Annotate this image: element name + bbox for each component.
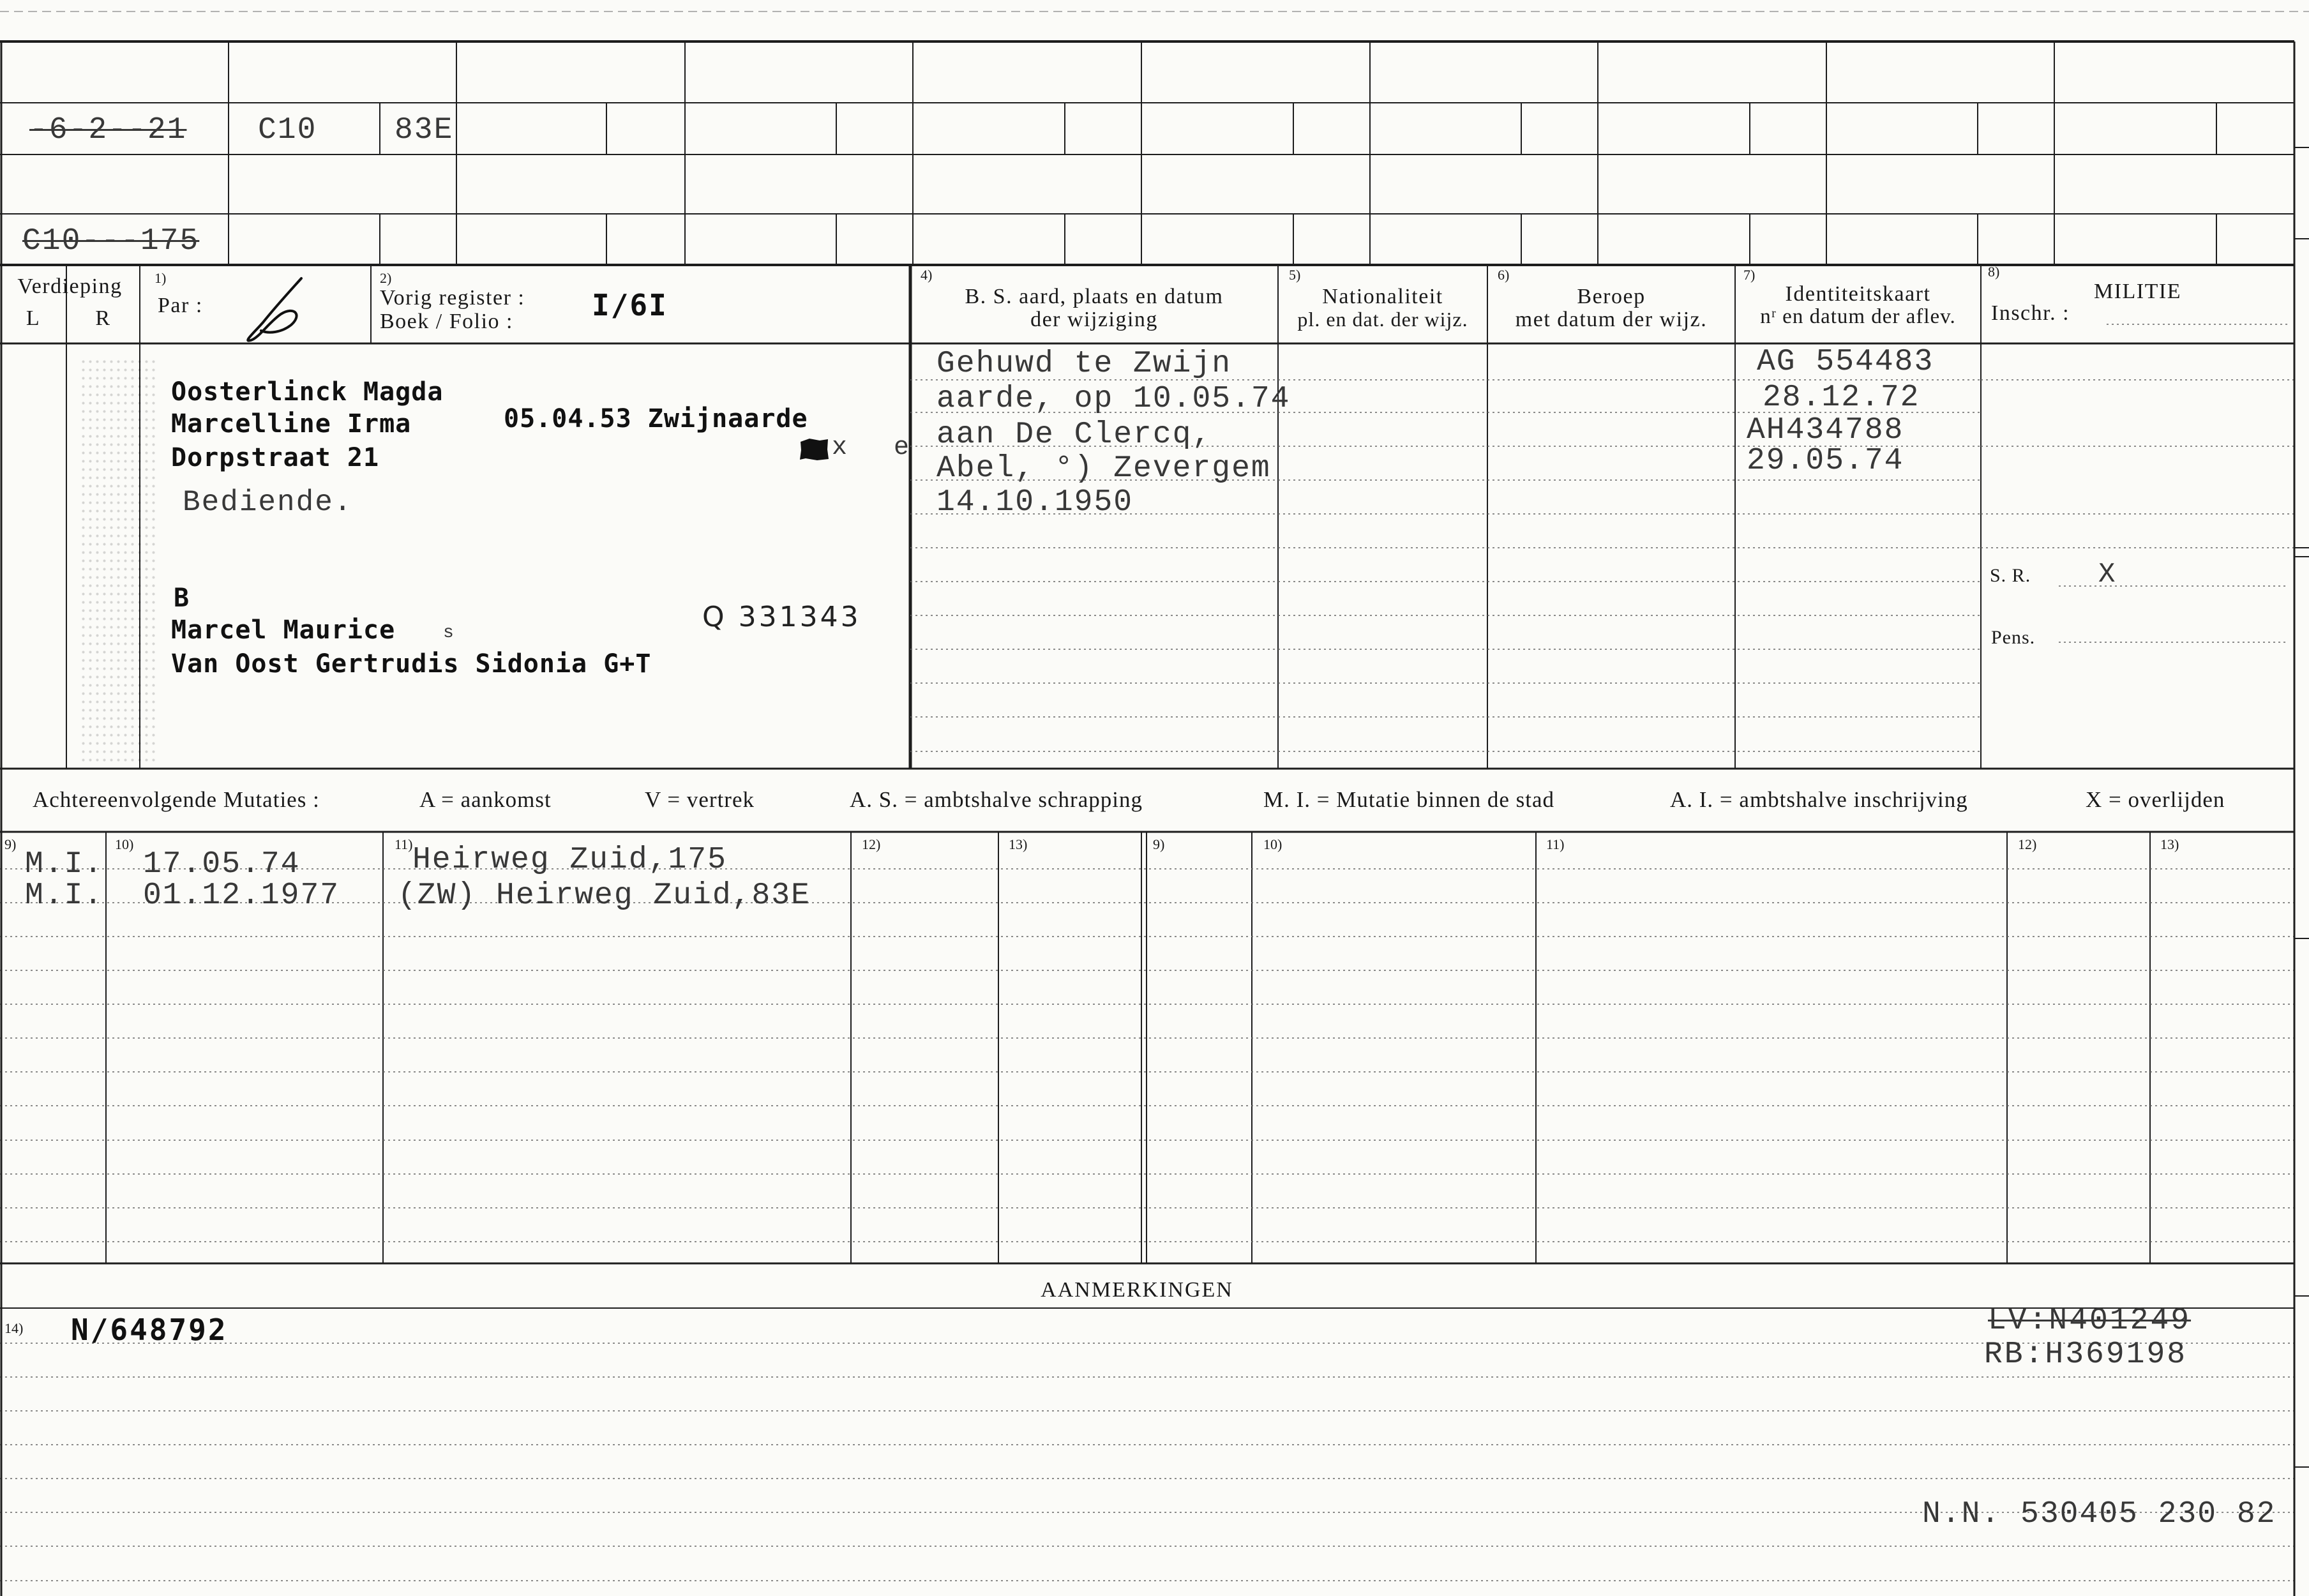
vorig-register-value: I/6I xyxy=(592,288,668,322)
beroep-header-line1: Beroep xyxy=(1577,285,1646,308)
reference-number: Q 331343 xyxy=(702,601,861,633)
stamp-speckle xyxy=(80,358,156,766)
signature-mark xyxy=(248,278,301,341)
beroep-header-line2: met datum der wijz. xyxy=(1515,308,1708,331)
overtype-x: x xyxy=(832,433,849,462)
mutation-date: 01.12.1977 xyxy=(143,878,340,913)
legend-ambtshalve-inschrijving: A. I. = ambtshalve inschrijving xyxy=(1670,787,1968,812)
person-name-line1: Oosterlinck Magda xyxy=(171,377,444,407)
legend-vertrek: V = vertrek xyxy=(645,787,755,812)
new-reference: RB:H369198 xyxy=(1984,1337,2188,1372)
beroep-number: 6) xyxy=(1498,267,1510,283)
identiteitskaart-header-line2: nʳ en datum der aflev. xyxy=(1760,305,1956,328)
boek-folio-label: Boek / Folio : xyxy=(380,310,513,333)
mother-name-correction: s xyxy=(443,623,454,643)
bs-number: 4) xyxy=(921,267,933,283)
identity-card-line-1: AG 554483 xyxy=(1757,345,1934,379)
inschr-label: Inschr. : xyxy=(1991,301,2070,325)
identity-card-line-2: 28.12.72 xyxy=(1763,380,1920,415)
strip-entry-4: C10---175 xyxy=(22,224,200,259)
verdieping-label: Verdieping xyxy=(17,275,123,298)
mutation-col-number: 10) xyxy=(115,836,134,852)
ink-blot xyxy=(800,439,829,460)
mutation-code: M.I. xyxy=(25,878,104,913)
verdieping-right-label: R xyxy=(95,306,111,330)
nationaliteit-number: 5) xyxy=(1289,267,1301,283)
identiteitskaart-header-line1: Identiteitskaart xyxy=(1785,282,1931,306)
aanmerkingen-title: AANMERKINGEN xyxy=(1041,1278,1233,1302)
mutation-col-number: 13) xyxy=(1009,836,1028,852)
person-name-line2: Marcelline Irma xyxy=(171,409,412,439)
mutations-legend-title: Achtereenvolgende Mutaties : xyxy=(33,787,320,812)
civil-status-line-1: Gehuwd te Zwijn xyxy=(936,347,1232,381)
mutation-code: M.I. xyxy=(25,847,104,882)
identity-card-line-3: AH434788 xyxy=(1747,413,1904,448)
militie-title: MILITIE xyxy=(2093,280,2181,303)
vorig-register-label: Vorig register : xyxy=(380,286,525,310)
mutation-date: 17.05.74 xyxy=(143,847,301,882)
aanmerkingen-number: 14) xyxy=(4,1320,24,1336)
verdieping-left-label: L xyxy=(26,306,41,330)
person-address: Dorpstraat 21 xyxy=(171,443,380,472)
parent-marker: B xyxy=(174,583,190,613)
father-name: Marcel Maurice xyxy=(171,615,396,645)
mutation-address: Heirweg Zuid,175 xyxy=(412,843,727,877)
person-profession: Bediende. xyxy=(183,486,353,519)
person-birth: 05.04.53 Zwijnaarde xyxy=(504,404,808,433)
civil-status-line-3: aan De Clercq, xyxy=(936,418,1212,452)
militie-pens-label: Pens. xyxy=(1991,627,2036,648)
national-number: N.N. 530405 230 82 xyxy=(1922,1497,2276,1532)
mutation-col-number: 9) xyxy=(4,836,17,852)
nationaliteit-header-line2: pl. en dat. der wijz. xyxy=(1297,308,1468,331)
identiteitskaart-number: 7) xyxy=(1743,267,1756,283)
strip-entry-1: -6-2--21 xyxy=(29,113,187,147)
legend-ambtshalve-schrapping: A. S. = ambtshalve schrapping xyxy=(850,787,1143,812)
vorig-register-number: 2) xyxy=(380,270,392,286)
bs-header-line1: B. S. aard, plaats en datum xyxy=(965,285,1224,308)
legend-mutatie-binnen-stad: M. I. = Mutatie binnen de stad xyxy=(1263,787,1555,812)
par-label: Par : xyxy=(158,294,203,317)
mutation-address: (ZW) Heirweg Zuid,83E xyxy=(398,878,811,913)
mutation-col-number: 10) xyxy=(1263,836,1282,852)
militie-sr-label: S. R. xyxy=(1990,565,2031,586)
militie-number: 8) xyxy=(1988,264,2000,280)
civil-status-line-2: aarde, op 10.05.74 xyxy=(936,382,1291,416)
mutation-col-number: 12) xyxy=(862,836,881,852)
mutation-col-number: 13) xyxy=(2160,836,2179,852)
old-reference: LV:N401249 xyxy=(1988,1304,2192,1338)
mutation-col-number: 11) xyxy=(1546,836,1565,852)
mother-name: Van Oost Gertrudis Sidonia G+T xyxy=(171,649,652,679)
mutation-col-number: 11) xyxy=(395,836,413,852)
legend-overlijden: X = overlijden xyxy=(2086,787,2225,812)
par-number: 1) xyxy=(154,270,167,286)
mutation-col-number: 9) xyxy=(1153,836,1165,852)
aanmerkingen-value: N/648792 xyxy=(71,1313,228,1347)
nationaliteit-header-line1: Nationaliteit xyxy=(1322,285,1443,308)
legend-aankomst: A = aankomst xyxy=(419,787,552,812)
strip-entry-3: 83E xyxy=(395,113,454,147)
bs-header-line2: der wijziging xyxy=(1030,308,1158,331)
civil-status-line-5: 14.10.1950 xyxy=(936,485,1134,520)
identity-card-line-4: 29.05.74 xyxy=(1747,444,1904,478)
militie-sr-value: X xyxy=(2098,559,2117,591)
mutation-col-number: 12) xyxy=(2018,836,2037,852)
overtype-e: e xyxy=(894,433,911,462)
civil-status-line-4: Abel, °) Zevergem xyxy=(936,451,1271,486)
strip-entry-2: C10 xyxy=(258,113,317,147)
